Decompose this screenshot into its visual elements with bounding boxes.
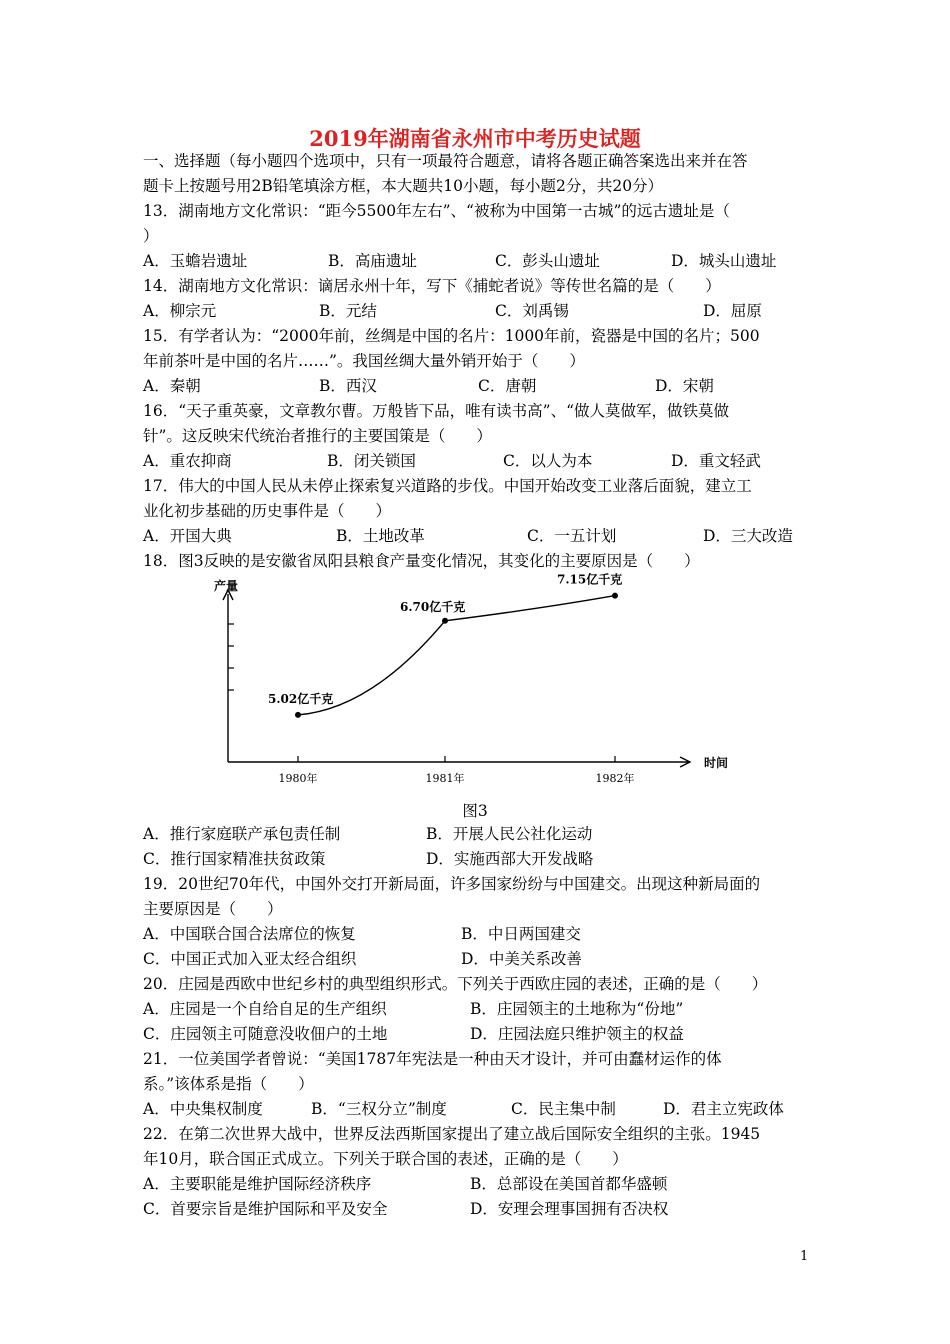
q17-stem-1: 17．伟大的中国人民从未停止探索复兴道路的步伐。中国开始改变工业落后面貌，建立工 [143,477,752,495]
q22-option-d: D．安理会理事国拥有否决权 [470,1200,669,1218]
q19-option-d: D．中美关系改善 [461,950,582,968]
data-point [442,618,448,624]
q16-option-b: B．闭关锁国 [327,452,416,470]
q17-option-c: C．一五计划 [527,527,617,545]
q14-option-d: D．屈原 [703,302,762,320]
q15-option-a: A．秦朝 [143,377,201,395]
q20-option-a: A．庄园是一个自给自足的生产组织 [143,1000,387,1018]
page-title: 2019年湖南省永州市中考历史试题 [309,126,641,151]
q22-option-b: B．总部设在美国首都华盛顿 [470,1175,668,1193]
q16-stem-2: 针”。这反映宋代统治者推行的主要国策是（ ） [143,427,492,445]
q16-option-a: A．重农抑商 [143,452,232,470]
q13-option-d: D．城头山遗址 [671,252,777,270]
chart-marks [268,572,622,718]
q15-stem-2: 年前茶叶是中国的名片……”。我国丝绸大量外销开始于（ ） [143,352,585,370]
x-tick-label: 1982年 [595,772,635,785]
q19-option-a: A．中国联合国合法席位的恢复 [143,925,356,943]
q22-option-c: C．首要宗旨是维护国际和平及安全 [143,1200,388,1218]
q16-option-c: C．以人为本 [503,452,593,470]
q15-option-d: D．宋朝 [655,377,714,395]
q14-option-a: A．柳宗元 [143,302,217,320]
section-intro-line-1: 一、选择题（每小题四个选项中，只有一项最符合题意，请将各题正确答案选出来并在答 [143,152,748,170]
q21-option-a: A．中央集权制度 [143,1100,263,1118]
q20-option-b: B．庄园领主的土地称为“份地” [470,1000,684,1018]
q22-option-a: A．主要职能是维护国际经济秩序 [143,1175,372,1193]
q14-stem-1: 14．湖南地方文化常识：谪居永州十年，写下《捕蛇者说》等传世名篇的是（ ） [143,277,721,295]
data-label: 6.70亿千克 [400,599,466,614]
q19-stem-2: 主要原因是（ ） [143,900,283,918]
data-label: 7.15亿千克 [557,572,623,587]
data-point [295,712,301,718]
q18-option-c: C．推行国家精准扶贫政策 [143,850,326,868]
q17-stem-2: 业化初步基础的历史事件是（ ） [143,502,392,520]
q21-option-c: C．民主集中制 [511,1100,616,1118]
q22-stem-2: 年10月，联合国正式成立。下列关于联合国的表述，正确的是（ ） [143,1150,628,1168]
chart-axes [214,578,728,785]
q13-option-a: A．玉蟾岩遗址 [143,252,248,270]
data-point [612,593,618,599]
q21-stem-1: 21．一位美国学者曾说：“美国1787年宪法是一种由天才设计，并可由蠢材运作的体 [143,1050,722,1068]
q13-option-c: C．彭头山遗址 [495,252,600,270]
q14-option-c: C．刘禹锡 [495,302,569,320]
q14-option-b: B．元结 [319,302,377,320]
y-axis-label: 产量 [214,579,239,593]
q22-stem-1: 22．在第二次世界大战中，世界反法西斯国家提出了建立战后国际安全组织的主张。1945 [143,1125,761,1143]
grain-output-chart [210,572,750,792]
q17-option-a: A．开国大典 [143,527,232,545]
q15-option-c: C．唐朝 [478,377,537,395]
q19-option-b: B．中日两国建交 [461,925,581,943]
q21-stem-2: 系。”该体系是指（ ） [143,1075,314,1093]
q16-stem-1: 16．“天子重英豪，文章教尔曹。万般皆下品，唯有读书高”、“做人莫做军，做铁莫做 [143,402,729,420]
q18-stem-1: 18．图3反映的是安徽省凤阳县粮食产量变化情况，其变化的主要原因是（ ） [143,552,700,570]
q17-option-d: D．三大改造 [703,527,793,545]
q17-option-b: B．土地改革 [336,527,425,545]
q21-option-b: B．“三权分立”制度 [311,1100,447,1118]
q13-stem-2: ） [143,227,159,245]
q16-option-d: D．重文轻武 [671,452,761,470]
figure-caption: 图3 [462,802,488,820]
data-label: 5.02亿千克 [268,691,334,706]
q19-option-c: C．中国正式加入亚太经合组织 [143,950,357,968]
q18-option-a: A．推行家庭联产承包责任制 [143,825,341,843]
q21-option-d: D．君主立宪政体 [663,1100,784,1118]
q20-option-d: D．庄园法庭只维护领主的权益 [470,1025,684,1043]
x-axis-label: 时间 [704,756,729,770]
q15-stem-1: 15．有学者认为：“2000年前，丝绸是中国的名片：1000年前，瓷器是中国的名片；500 [143,327,760,345]
q20-stem-1: 20．庄园是西欧中世纪乡村的典型组织形式。下列关于西欧庄园的表述，正确的是（ ） [143,975,768,993]
page-number: 1 [800,1249,809,1264]
q15-option-b: B．西汉 [319,377,377,395]
q19-stem-1: 19．20世纪70年代，中国外交打开新局面，许多国家纷纷与中国建交。出现这种新局面的 [143,875,761,893]
q13-option-b: B．高庙遗址 [328,252,417,270]
q18-option-d: D．实施西部大开发战略 [426,850,594,868]
q13-stem-1: 13．湖南地方文化常识：“距今5500年左右”、“被称为中国第一古城”的远古遗址是（ [143,202,730,220]
q18-option-b: B．开展人民公社化运动 [426,825,593,843]
q20-option-c: C．庄园领主可随意没收佃户的土地 [143,1025,388,1043]
x-tick-label: 1980年 [278,772,318,785]
x-tick-label: 1981年 [425,772,465,785]
section-intro-line-2: 题卡上按题号用2B铅笔填涂方框，本大题共10小题，每小题2分，共20分） [143,177,664,195]
